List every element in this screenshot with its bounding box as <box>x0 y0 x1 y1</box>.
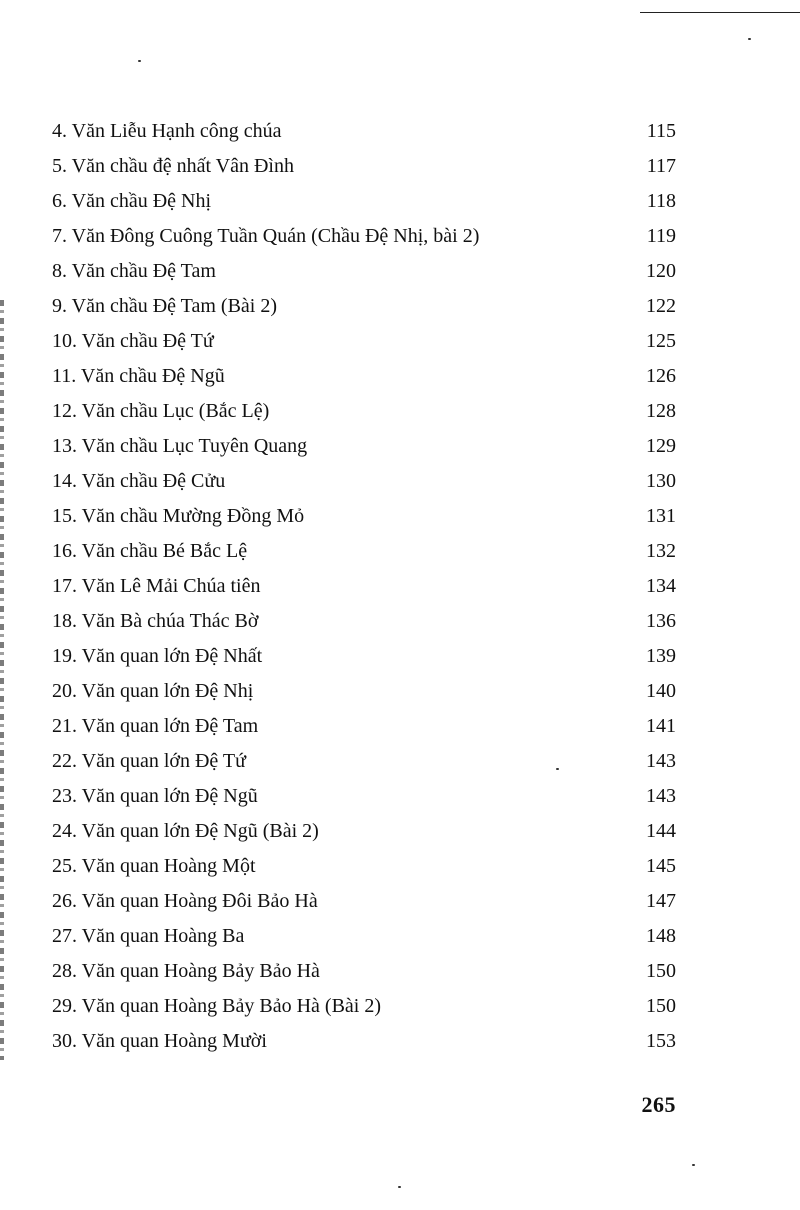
toc-entry-title: 21. Văn quan lớn Đệ Tam <box>52 715 259 737</box>
toc-entry <box>52 534 676 569</box>
toc-entry <box>52 289 676 324</box>
scan-speck <box>138 60 141 62</box>
toc-entry <box>52 394 676 429</box>
toc-entry-page: 115 <box>646 120 676 142</box>
toc-entry <box>52 709 676 744</box>
toc-entry-title: 15. Văn chầu Mường Đồng Mỏ <box>52 505 305 527</box>
toc-entry-title: 18. Văn Bà chúa Thác Bờ <box>52 610 259 632</box>
toc-entry <box>52 184 676 219</box>
toc-entry-page: 126 <box>646 365 676 387</box>
toc-entry-page: 117 <box>646 155 676 177</box>
toc-entry <box>52 254 676 289</box>
toc-entry-title: 27. Văn quan Hoàng Ba <box>52 925 245 947</box>
toc-entry-title: 19. Văn quan lớn Đệ Nhất <box>52 645 263 667</box>
scan-speck <box>692 1164 695 1166</box>
scan-edge <box>0 300 4 1060</box>
toc-entry-page: 129 <box>646 435 676 457</box>
toc-entry <box>52 744 676 779</box>
toc-entry-page: 130 <box>646 470 676 492</box>
scan-speck <box>748 38 751 40</box>
toc-entry <box>52 814 676 849</box>
toc-entry <box>52 779 676 814</box>
toc-entry-page: 131 <box>646 505 676 527</box>
toc-entry <box>52 849 676 884</box>
toc-entry <box>52 219 676 254</box>
toc-entry-title: 10. Văn chầu Đệ Tứ <box>52 330 214 352</box>
toc-entry-title: 28. Văn quan Hoàng Bảy Bảo Hà <box>52 960 320 982</box>
toc-entry-title: 13. Văn chầu Lục Tuyên Quang <box>52 435 308 457</box>
toc-entry-page: 118 <box>646 190 676 212</box>
toc-entry <box>52 464 676 499</box>
toc-entry-title: 6. Văn chầu Đệ Nhị <box>52 190 212 212</box>
toc-entry <box>52 359 676 394</box>
toc-entry-title: 22. Văn quan lớn Đệ Tứ <box>52 750 246 772</box>
toc-entry-page: 140 <box>646 680 676 702</box>
toc-entry-title: 7. Văn Đông Cuông Tuần Quán (Chầu Đệ Nhị, bài 2) <box>52 225 480 247</box>
toc-entry-title: 26. Văn quan Hoàng Đôi Bảo Hà <box>52 890 318 912</box>
toc-entry-page: 150 <box>646 960 676 982</box>
toc-entry-page: 145 <box>646 855 676 877</box>
toc-entry <box>52 604 676 639</box>
toc-entry-title: 4. Văn Liễu Hạnh công chúa <box>52 120 282 142</box>
toc-entry-page: 134 <box>646 575 676 597</box>
toc-entry-page: 128 <box>646 400 676 422</box>
toc-entry-title: 12. Văn chầu Lục (Bắc Lệ) <box>52 400 270 422</box>
toc-entry <box>52 149 676 184</box>
toc-entry-page: 144 <box>646 820 676 842</box>
toc-entry-page: 143 <box>646 750 676 772</box>
toc-entry <box>52 639 676 674</box>
toc-entry-title: 5. Văn chầu đệ nhất Vân Đình <box>52 155 294 177</box>
toc-entry-page: 148 <box>646 925 676 947</box>
toc-entry-title: 9. Văn chầu Đệ Tam (Bài 2) <box>52 295 278 317</box>
toc-entry <box>52 114 676 149</box>
toc-entry-page: 122 <box>646 295 676 317</box>
toc-entry-title: 8. Văn chầu Đệ Tam <box>52 260 216 282</box>
toc-entry <box>52 499 676 534</box>
toc-entry <box>52 919 676 954</box>
toc-entry-title: 11. Văn chầu Đệ Ngũ <box>52 365 225 387</box>
toc-entry-page: 143 <box>646 785 676 807</box>
page-number: 265 <box>641 1092 676 1117</box>
toc-entry-page: 139 <box>646 645 676 667</box>
toc-entry-title: 16. Văn chầu Bé Bắc Lệ <box>52 540 248 562</box>
toc-entry-title: 14. Văn chầu Đệ Cửu <box>52 470 226 492</box>
toc-entry-title: 23. Văn quan lớn Đệ Ngũ <box>52 785 258 807</box>
toc-entry-page: 119 <box>646 225 676 247</box>
toc-entry-title: 25. Văn quan Hoàng Một <box>52 855 256 877</box>
toc-entry-page: 125 <box>646 330 676 352</box>
top-rule <box>640 12 800 13</box>
toc-entry-page: 141 <box>646 715 676 737</box>
toc-entry <box>52 674 676 709</box>
toc-entry-title: 17. Văn Lê Mải Chúa tiên <box>52 575 261 597</box>
toc-entry <box>52 1024 676 1059</box>
toc-entry-page: 132 <box>646 540 676 562</box>
toc-entry-page: 136 <box>646 610 676 632</box>
toc-entry-page: 120 <box>646 260 676 282</box>
scan-speck <box>398 1186 401 1188</box>
toc-entry <box>52 954 676 989</box>
toc-entry <box>52 324 676 359</box>
toc-entry-title: 30. Văn quan Hoàng Mười <box>52 1030 267 1052</box>
toc-entry-page: 147 <box>646 890 676 912</box>
table-of-contents <box>52 114 676 1059</box>
toc-entry-title: 29. Văn quan Hoàng Bảy Bảo Hà (Bài 2) <box>52 995 382 1017</box>
toc-entry-page: 150 <box>646 995 676 1017</box>
toc-entry <box>52 884 676 919</box>
toc-entry <box>52 989 676 1024</box>
toc-entry <box>52 569 676 604</box>
toc-entry <box>52 429 676 464</box>
toc-entry-title: 20. Văn quan lớn Đệ Nhị <box>52 680 254 702</box>
toc-entry-page: 153 <box>646 1030 676 1052</box>
toc-entry-title: 24. Văn quan lớn Đệ Ngũ (Bài 2) <box>52 820 319 842</box>
